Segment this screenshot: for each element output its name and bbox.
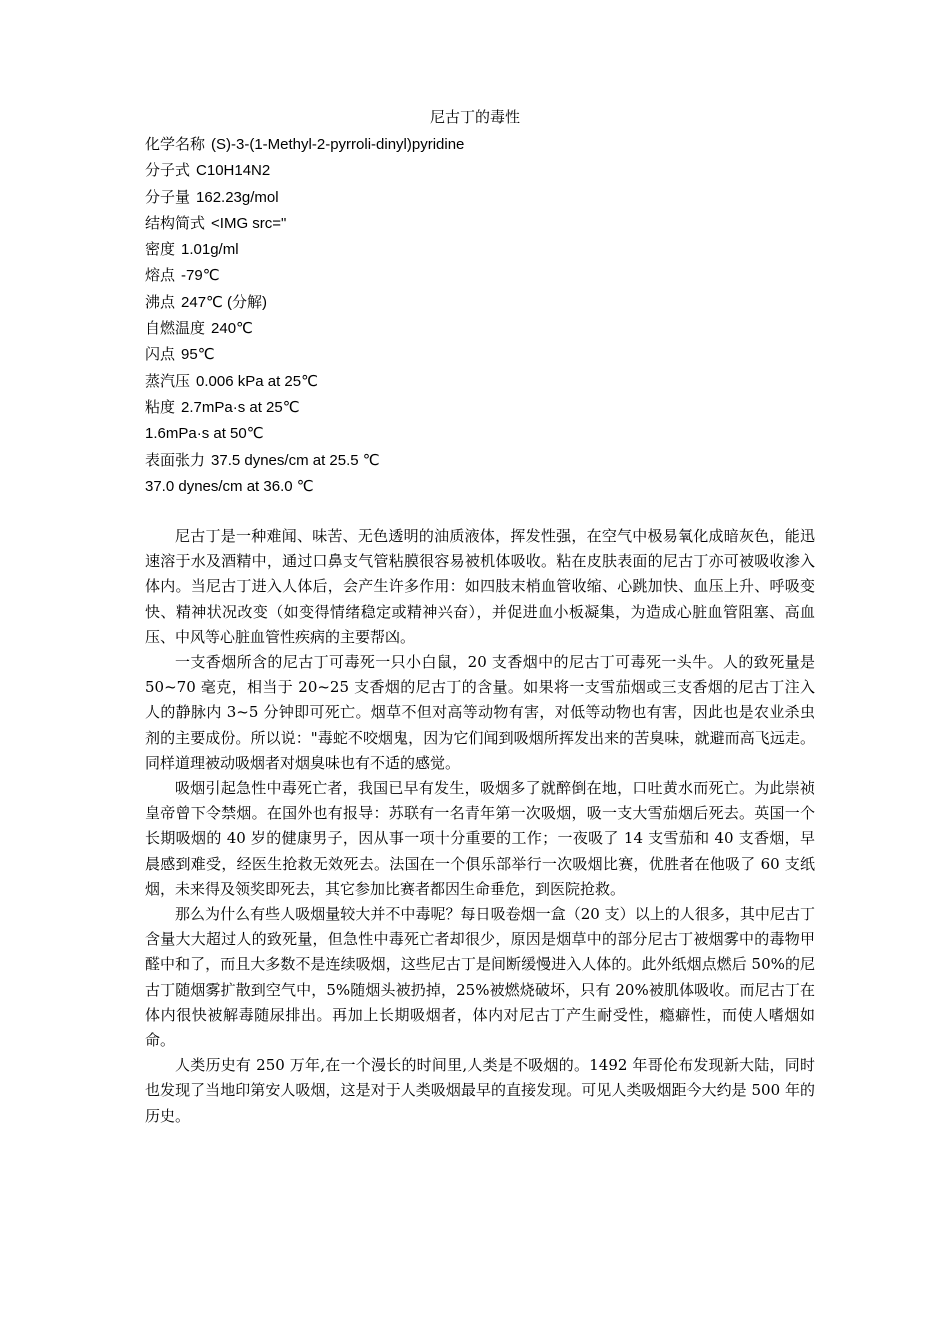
property-label: 密度 [145, 240, 176, 259]
property-row [145, 210, 825, 236]
property-label: 蒸汽压 [145, 371, 191, 390]
property-label: 分子量 [145, 187, 191, 206]
property-label: 化学名称 [145, 135, 206, 153]
property-row [145, 368, 825, 394]
property-value: 240℃ [211, 320, 253, 338]
property-label: 结构简式 [145, 213, 206, 232]
property-label: 分子式 [145, 161, 191, 180]
paragraph: 尼古丁是一种难闻、味苦、无色透明的油质液体，挥发性强，在空气中极易氧化成暗灰色，能迅速溶于水及酒精中，通过口鼻支气管粘膜很容易被机体吸收。粘在皮肤表面的尼古丁亦可被吸收渗入体内。当尼古丁进入人体后，会产生许多作用：如四肢末梢血管收缩、心跳加快、血压上升、呼吸变快、精神状况改变（如变得情绪稳定或精神兴奋），并促进血小板凝集，为造成心脏血管阻塞、高血压、中风等心脏血管性疾病的主要帮凶。 [145, 527, 815, 646]
property-row [145, 447, 825, 473]
property-label: 熔点 [145, 266, 176, 285]
property-row [145, 341, 825, 367]
paragraph: 一支香烟所含的尼古丁可毒死一只小白鼠，20 支香烟中的尼古丁可毒死一头牛。人的致死量是 50~70 毫克，相当于 20~25 支香烟的尼古丁的含量。如果将一支雪茄烟或三支香烟的尼古丁注入人的静脉内 3~5 分钟即可死亡。烟草不但对高等动物有害，对低等动物也有害，因此也是农业杀虫剂的主要成份。所以说："毒蛇不咬烟鬼，因为它们闻到吸烟所挥发出来的苦臭味，就避而高飞远走。同样道理被动吸烟者对烟臭味也有不适的感觉。 [145, 653, 815, 772]
property-row [145, 420, 825, 446]
property-value: 37.5 dynes/cm at 25.5 ℃ [211, 451, 380, 469]
property-row [145, 236, 825, 262]
property-value: 1.01g/ml [181, 241, 239, 259]
article-body [145, 524, 815, 1129]
property-value: -79℃ [181, 267, 220, 285]
property-row [145, 157, 825, 183]
property-row [145, 315, 825, 341]
property-label: 自燃温度 [145, 319, 206, 338]
property-row [145, 394, 825, 420]
property-value: C10H14N2 [196, 162, 271, 180]
property-label: 表面张力 [145, 450, 206, 469]
property-list [145, 131, 825, 499]
property-row [145, 289, 825, 315]
property-value: 95℃ [181, 346, 215, 364]
property-value: (S)-3-(1-Methyl-2-pyrroli-dinyl)pyridine [211, 136, 465, 153]
paragraph: 人类历史有 250 万年,在一个漫长的时间里,人类是不吸烟的。1492 年哥伦布发现新大陆，同时也发现了当地印第安人吸烟，这是对于人类吸烟最早的直接发现。可见人类吸烟距今大约是 500 年的历史。 [145, 1056, 815, 1125]
property-value: 247℃ (分解) [181, 293, 268, 311]
paragraph: 那么为什么有些人吸烟量较大并不中毒呢？每日吸卷烟一盒（20 支）以上的人很多，其中尼古丁含量大大超过人的致死量，但急性中毒死亡者却很少，原因是烟草中的部分尼古丁被烟雾中的毒物甲醛中和了，而且大多数不是连续吸烟，这些尼古丁是间断缓慢进入人体的。此外纸烟点燃后 50%的尼古丁随烟雾扩散到空气中，5%随烟头被扔掉，25%被燃烧破坏，只有 20%被肌体吸收。而尼古丁在体内很快被解毒随尿排出。再加上长期吸烟者，体内对尼古丁产生耐受性，瘾癖性，而使人嗜烟如命。 [145, 905, 815, 1050]
property-row [145, 184, 825, 210]
document-title: 尼古丁的毒性 [429, 108, 520, 126]
property-value: <IMG src=" [211, 214, 287, 232]
property-row [145, 131, 825, 157]
property-value: 0.006 kPa at 25℃ [196, 372, 318, 390]
property-row [145, 262, 825, 288]
property-label: 闪点 [145, 345, 176, 364]
property-value: 1.6mPa·s at 50℃ [145, 425, 264, 443]
property-label: 沸点 [145, 292, 176, 311]
property-value: 37.0 dynes/cm at 36.0 ℃ [145, 477, 314, 495]
paragraph: 吸烟引起急性中毒死亡者，我国已早有发生，吸烟多了就醉倒在地，口吐黄水而死亡。为此崇祯皇帝曾下令禁烟。在国外也有报导：苏联有一名青年第一次吸烟，吸一支大雪茄烟后死去。英国一个长期吸烟的 40 岁的健康男子，因从事一项十分重要的工作；一夜吸了 14 支雪茄和 40 支香烟，早晨感到难受，经医生抢救无效死去。法国在一个俱乐部举行一次吸烟比赛，优胜者在他吸了 60 支纸烟，未来得及领奖即死去，其它参加比赛者都因生命垂危，到医院抢救。 [145, 779, 815, 898]
property-label: 粘度 [145, 397, 176, 416]
property-row [145, 473, 825, 499]
property-value: 2.7mPa·s at 25℃ [181, 398, 300, 416]
property-value: 162.23g/mol [196, 188, 279, 206]
